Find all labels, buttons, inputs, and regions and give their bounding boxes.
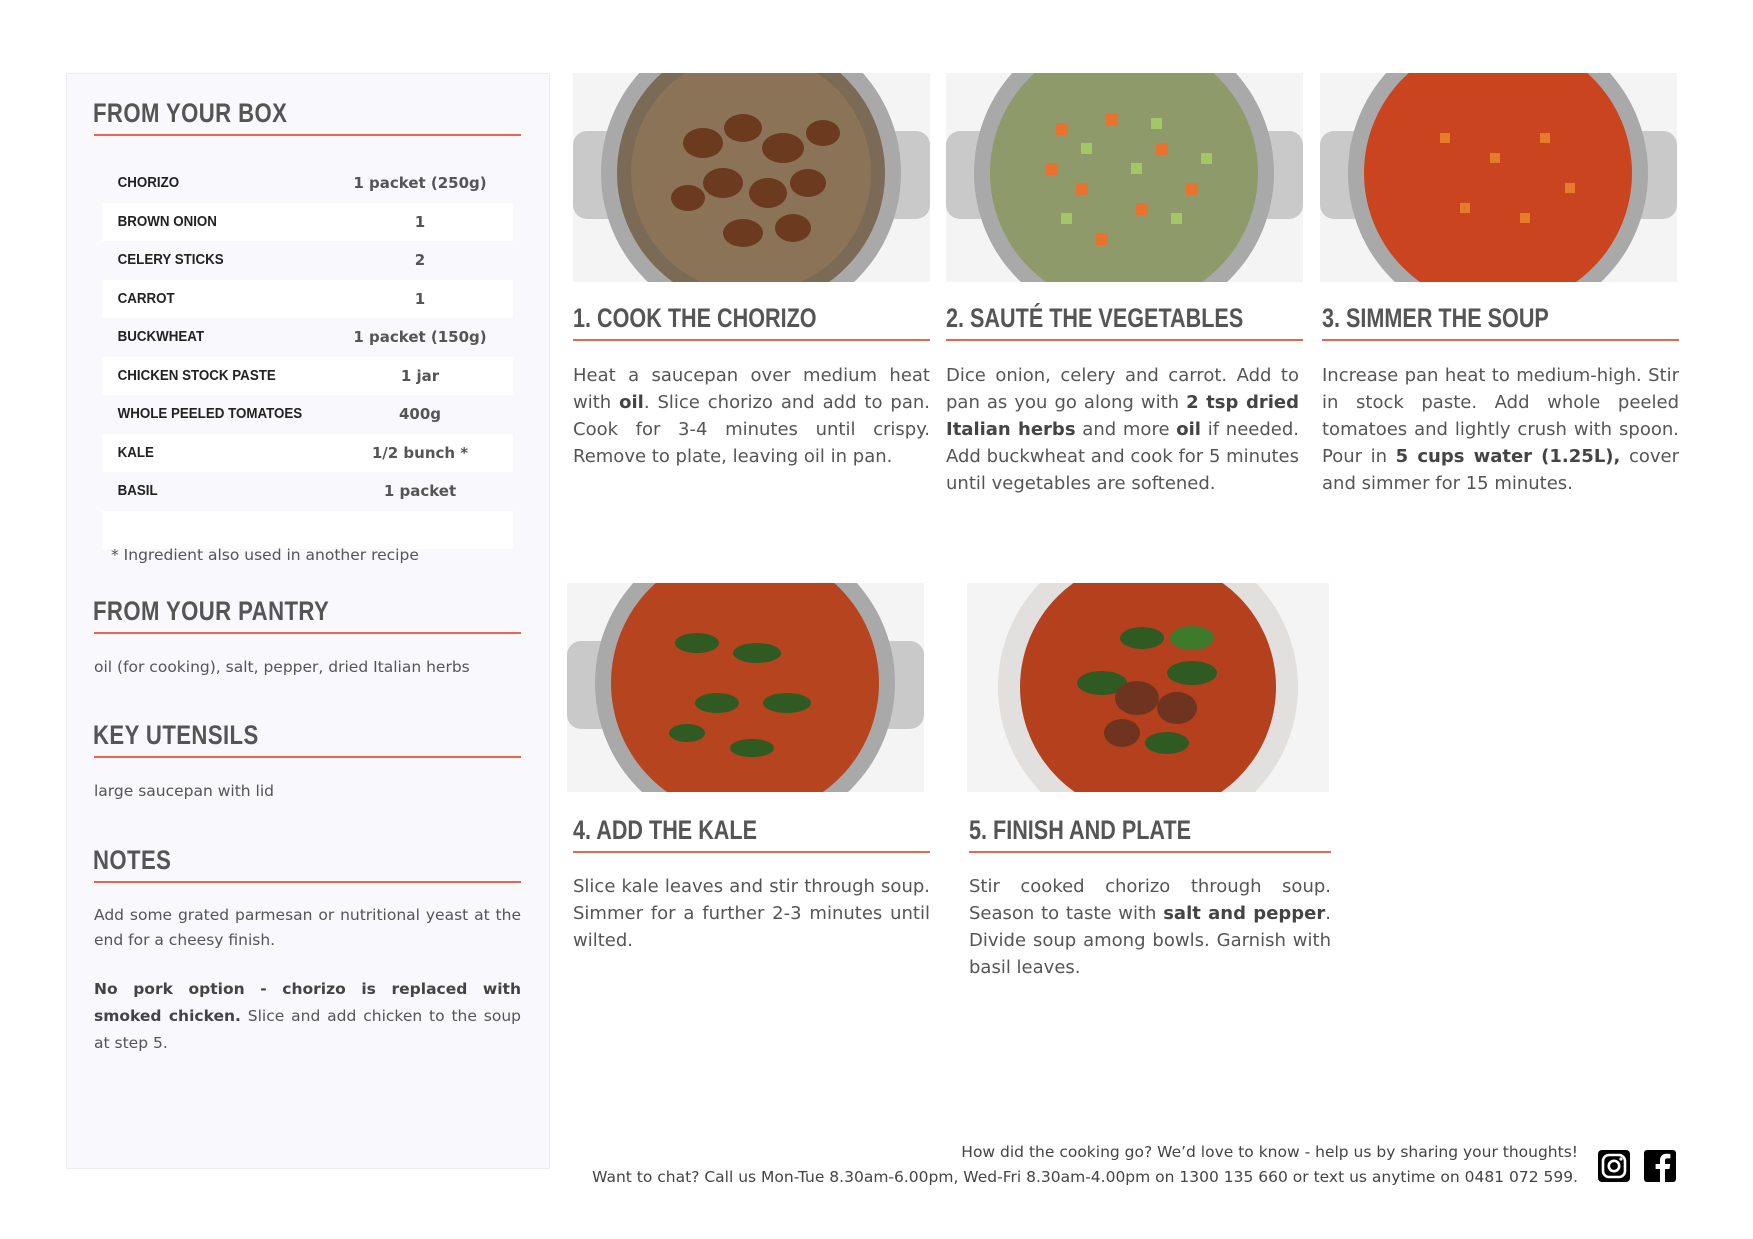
no-pork-note-rest: Slice and add chicken to the soup at step 5.	[94, 1007, 521, 1052]
bold-ingredient: 2 tsp dried Italian herbs	[946, 392, 1299, 440]
step-4-photo	[567, 583, 924, 792]
instruction-text: and more	[1075, 419, 1177, 440]
heading-rule	[94, 632, 521, 634]
step-5-title: 5. FINISH AND PLATE	[969, 815, 1192, 845]
ingredient-quantity: 1	[414, 289, 426, 308]
step-2-instructions	[946, 362, 1299, 497]
heading-rule	[94, 881, 521, 883]
ingredient-quantity: 1/2 bunch *	[371, 443, 469, 462]
key-utensils-heading: KEY UTENSILS	[93, 720, 259, 750]
ingredient-name: CHICKEN STOCK PASTE	[117, 367, 276, 384]
no-pork-note	[94, 976, 521, 1057]
bold-ingredient: 5 cups water (1.25L),	[1395, 446, 1621, 467]
feedback-prompt: How did the cooking go? We’d love to know - help us by sharing your thoughts!	[961, 1143, 1578, 1161]
instruction-text: Dice onion, celery and carrot. Add to pan as you go along with	[946, 365, 1299, 413]
ingredient-quantity: 1	[414, 212, 426, 231]
step-3-photo	[1320, 73, 1677, 282]
instruction-text: Heat a saucepan over medium heat with	[573, 365, 930, 413]
notes-text: Add some grated parmesan or nutritional yeast at the end for a cheesy finish.	[94, 906, 521, 949]
ingredient-row	[102, 434, 513, 473]
instruction-text: Slice kale leaves and stir through soup. Simmer for a further 2-3 minutes until wilted.	[573, 876, 930, 951]
ingredients-table	[102, 164, 513, 549]
ingredient-quantity: 1 packet (150g)	[353, 328, 487, 347]
step-4-title: 4. ADD THE KALE	[573, 815, 758, 845]
ingredient-row	[102, 511, 513, 550]
instruction-text: . Slice chorizo and add to pan. Cook for 3-4 minutes until crispy. Remove to plate, leaving oil in pan.	[573, 392, 930, 467]
ingredient-footnote: * Ingredient also used in another recipe	[111, 546, 419, 564]
ingredient-name: KALE	[117, 444, 154, 461]
step-2-title: 2. SAUTÉ THE VEGETABLES	[946, 303, 1244, 333]
step-4-rule	[573, 851, 930, 853]
bold-ingredient: oil	[1176, 419, 1201, 440]
ingredients-sidebar	[66, 73, 550, 1169]
ingredient-name: BASIL	[117, 483, 158, 500]
ingredient-name: CELERY STICKS	[117, 252, 224, 269]
ingredient-name: CHORIZO	[117, 175, 180, 192]
step-5-instructions	[969, 873, 1331, 981]
ingredient-row	[102, 241, 513, 280]
pantry-text: oil (for cooking), salt, pepper, dried Italian herbs	[94, 658, 470, 676]
ingredient-row	[102, 395, 513, 434]
ingredient-row	[102, 203, 513, 242]
step-1-photo	[573, 73, 930, 282]
step-2-photo	[946, 73, 1303, 282]
ingredient-name: BROWN ONION	[117, 213, 217, 230]
notes-heading: NOTES	[93, 845, 172, 875]
from-your-box-heading: FROM YOUR BOX	[93, 98, 288, 128]
ingredient-row	[102, 472, 513, 511]
instruction-text: . Divide soup among bowls. Garnish with basil leaves.	[969, 903, 1331, 978]
ingredient-quantity: 1 packet	[383, 482, 457, 501]
instruction-text: Increase pan heat to medium-high. Stir in stock paste. Add whole peeled tomatoes and lightly crush with spoon. Pour in	[1322, 365, 1679, 467]
step-3-title: 3. SIMMER THE SOUP	[1322, 303, 1549, 333]
instruction-text: cover and simmer for 15 minutes.	[1322, 446, 1679, 494]
step-1-title: 1. COOK THE CHORIZO	[573, 303, 817, 333]
step-3-rule	[1322, 339, 1679, 341]
ingredient-name: BUCKWHEAT	[117, 329, 205, 346]
ingredient-quantity: 1 packet (250g)	[353, 174, 487, 193]
ingredient-row	[102, 318, 513, 357]
instruction-text: if needed. Add buckwheat and cook for 5 minutes until vegetables are softened.	[946, 419, 1300, 494]
ingredient-row	[102, 280, 513, 319]
instruction-text: Stir cooked chorizo through soup. Season to taste with	[969, 876, 1331, 924]
step-1-rule	[573, 339, 930, 341]
heading-rule	[94, 134, 521, 136]
step-5-photo	[967, 583, 1329, 792]
from-your-pantry-heading: FROM YOUR PANTRY	[93, 596, 330, 626]
heading-rule	[94, 756, 521, 758]
ingredient-name: CARROT	[117, 290, 175, 307]
ingredient-quantity: 1 jar	[400, 366, 440, 385]
step-4-instructions	[573, 873, 930, 954]
step-1-instructions	[573, 362, 930, 470]
ingredient-quantity: 2	[414, 251, 426, 270]
contact-info: Want to chat? Call us Mon-Tue 8.30am-6.00pm, Wed-Fri 8.30am-4.00pm on 1300 135 660 or text us anytime on 0481 072 599.	[592, 1168, 1578, 1186]
utensils-text: large saucepan with lid	[94, 782, 275, 800]
ingredient-row	[102, 164, 513, 203]
no-pork-note-bold: No pork option - chorizo is replaced with smoked chicken.	[94, 980, 521, 1025]
step-5-rule	[969, 851, 1331, 853]
step-2-rule	[946, 339, 1303, 341]
ingredient-quantity: 400g	[398, 405, 442, 424]
ingredient-name: WHOLE PEELED TOMATOES	[117, 406, 303, 423]
bold-ingredient: oil	[619, 392, 644, 413]
instagram-icon[interactable]	[1596, 1148, 1632, 1184]
step-3-instructions	[1322, 362, 1679, 497]
bold-ingredient: salt and pepper	[1163, 903, 1326, 924]
facebook-icon[interactable]	[1642, 1148, 1678, 1184]
ingredient-row	[102, 357, 513, 396]
